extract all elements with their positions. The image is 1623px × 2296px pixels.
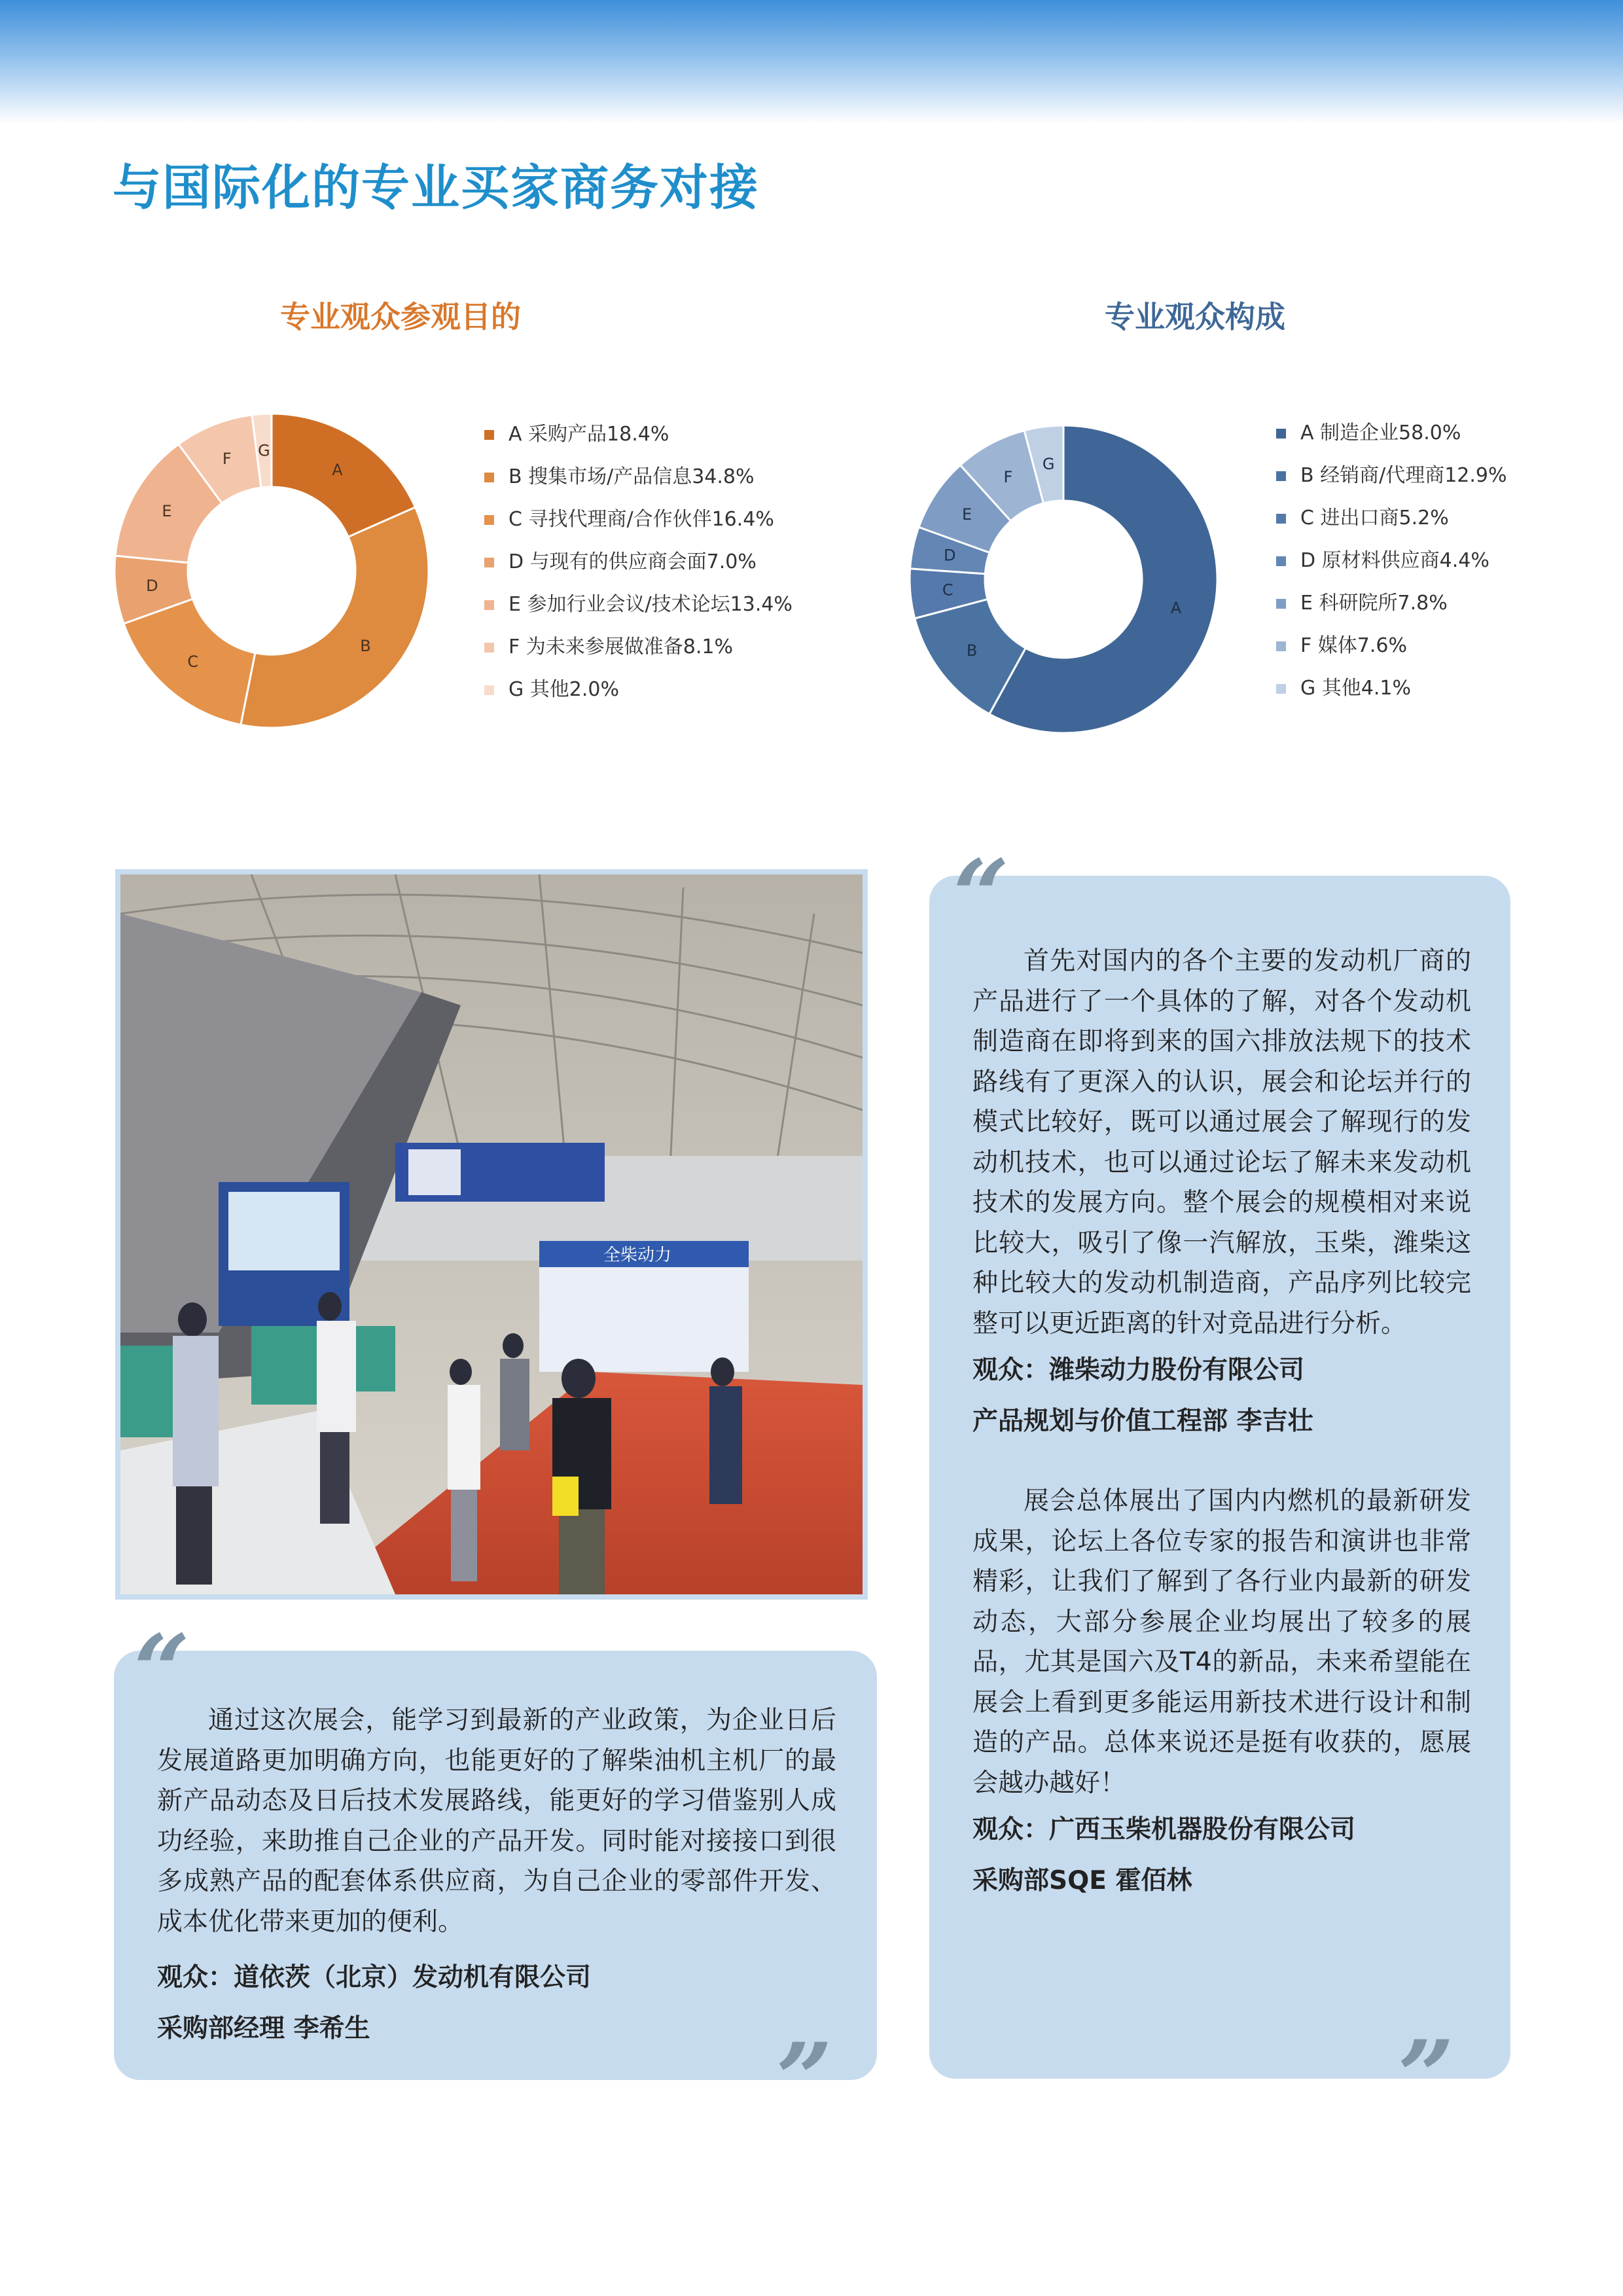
legend-swatch bbox=[484, 558, 494, 567]
legend-swatch bbox=[1276, 429, 1286, 439]
legend-item-e bbox=[1276, 590, 1507, 633]
legend-label: G 其他4.1% bbox=[1300, 677, 1411, 700]
quote-text: 展会总体展出了国内内燃机的最新研发成果，论坛上各位专家的报告和演讲也非常精彩，让我们了解到了各行业内最新的研发动态，大部分参展企业均展出了较多的展品，尤其是国六及T4的新品，未来希望能在展会上看到更多能运用新技术进行设计和制造的产品。总体来说还是挺有收获的，愿展会越办越好！ bbox=[972, 1486, 1471, 1798]
legend-label: D 与现有的供应商会面7.0% bbox=[508, 550, 757, 573]
legend-swatch bbox=[484, 600, 494, 610]
quote-person: 采购部SQE 霍佰林 bbox=[972, 1866, 1192, 1895]
slice-label-c: C bbox=[187, 653, 199, 672]
quote-company: 观众：道依茨（北京）发动机有限公司 bbox=[157, 1963, 592, 1992]
legend-label: B 搜集市场/产品信息34.8% bbox=[508, 465, 755, 488]
quote-card-deutz bbox=[114, 1613, 877, 2137]
open-quote-icon: “ bbox=[953, 838, 1010, 954]
visit-purpose-legend bbox=[484, 422, 793, 719]
slice-label-b: B bbox=[966, 641, 978, 660]
legend-label: E 科研院所7.8% bbox=[1300, 592, 1448, 615]
slice-label-a: A bbox=[1170, 599, 1182, 618]
legend-item-e bbox=[484, 592, 793, 634]
legend-item-f bbox=[484, 634, 793, 677]
slice-label-a: A bbox=[332, 460, 343, 479]
legend-swatch bbox=[1276, 471, 1286, 481]
legend-label: F 媒体7.6% bbox=[1300, 634, 1408, 657]
legend-item-b bbox=[1276, 463, 1507, 505]
legend-item-g bbox=[1276, 675, 1507, 718]
chart-purpose-title: 专业观众参观目的 bbox=[280, 299, 521, 334]
header-band bbox=[0, 0, 1623, 124]
quote-card-weichai-yuchai bbox=[929, 838, 1510, 2134]
legend-swatch bbox=[484, 643, 494, 653]
donut-slice-b bbox=[241, 507, 429, 728]
close-quote-icon: ” bbox=[1398, 2019, 1455, 2134]
quote-text: 通过这次展会，能学习到最新的产业政策，为企业日后发展道路更加明确方向，也能更好的了解柴油机主机厂的最新产品动态及日后技术发展路线，能更好的学习借鉴别人成功经验，来助推自己企业的产品开发。同时能对接接口到很多成熟产品的配套体系供应商，为自己企业的零部件开发、成本优化带来更加的便利。 bbox=[157, 1706, 836, 1937]
quote-person: 产品规划与价值工程部 李吉壮 bbox=[972, 1407, 1313, 1436]
close-quote-icon: ” bbox=[776, 2022, 833, 2137]
legend-swatch bbox=[1276, 514, 1286, 524]
chart-composition-title: 专业观众构成 bbox=[1105, 299, 1285, 334]
legend-label: D 原材料供应商4.4% bbox=[1300, 549, 1489, 572]
legend-swatch bbox=[1276, 556, 1286, 566]
legend-item-c bbox=[484, 507, 793, 549]
legend-swatch bbox=[484, 473, 494, 482]
quote-person: 采购部经理 李希生 bbox=[157, 2014, 370, 2043]
slice-label-d: D bbox=[944, 546, 956, 565]
quote-company: 观众：广西玉柴机器股份有限公司 bbox=[972, 1815, 1356, 1844]
slice-label-b: B bbox=[360, 637, 371, 656]
legend-label: B 经销商/代理商12.9% bbox=[1300, 464, 1507, 487]
page-title: 与国际化的专业买家商务对接 bbox=[113, 160, 759, 216]
legend-swatch bbox=[484, 685, 494, 695]
legend-item-d bbox=[484, 549, 793, 592]
quote-company: 观众：潍柴动力股份有限公司 bbox=[972, 1355, 1305, 1385]
legend-item-c bbox=[1276, 505, 1507, 548]
legend-label: G 其他2.0% bbox=[508, 678, 619, 701]
legend-swatch bbox=[1276, 684, 1286, 694]
legend-item-a bbox=[484, 422, 793, 464]
slice-label-e: E bbox=[961, 505, 972, 524]
legend-item-g bbox=[484, 677, 793, 719]
exhibition-photo bbox=[115, 869, 868, 1600]
slice-label-f: F bbox=[1003, 467, 1013, 486]
audience-composition-donut-chart bbox=[910, 425, 1217, 733]
slice-label-c: C bbox=[942, 581, 954, 600]
legend-label: E 参加行业会议/技术论坛13.4% bbox=[508, 593, 793, 616]
legend-swatch bbox=[1276, 599, 1286, 609]
slice-label-d: D bbox=[146, 576, 158, 595]
legend-item-b bbox=[484, 464, 793, 507]
legend-label: A 采购产品18.4% bbox=[508, 423, 669, 446]
visit-purpose-donut-chart bbox=[115, 414, 429, 728]
legend-item-a bbox=[1276, 420, 1507, 463]
legend-label: C 寻找代理商/合作伙伴16.4% bbox=[508, 508, 774, 531]
legend-label: F 为未来参展做准备8.1% bbox=[508, 636, 734, 658]
slice-label-f: F bbox=[222, 450, 232, 469]
booth-banner-text: 全柴动力 bbox=[603, 1246, 672, 1265]
slice-label-g: G bbox=[258, 441, 270, 460]
legend-swatch bbox=[484, 430, 494, 440]
legend-label: C 进出口商5.2% bbox=[1300, 507, 1449, 529]
legend-label: A 制造企业58.0% bbox=[1300, 422, 1461, 444]
legend-item-f bbox=[1276, 633, 1507, 675]
quote-text: 首先对国内的各个主要的发动机厂商的产品进行了一个具体的了解，对各个发动机制造商在即将到来的国六排放法规下的技术路线有了更深入的认识，展会和论坛并行的模式比较好，既可以通过展会了解现行的发动机技术，也可以通过论坛了解未来发动机技术的发展方向。整个展会的规模相对来说比较大，吸引了像一汽解放，玉柴，潍柴这种比较大的发动机制造商，产品序列比较完整可以更近距离的针对竞品进行分析。 bbox=[972, 946, 1471, 1338]
legend-item-d bbox=[1276, 548, 1507, 590]
legend-swatch bbox=[1276, 641, 1286, 651]
audience-composition-legend bbox=[1276, 420, 1507, 718]
legend-swatch bbox=[484, 515, 494, 525]
slice-label-g: G bbox=[1042, 454, 1055, 473]
open-quote-icon: “ bbox=[134, 1613, 190, 1729]
slice-label-e: E bbox=[162, 502, 172, 521]
